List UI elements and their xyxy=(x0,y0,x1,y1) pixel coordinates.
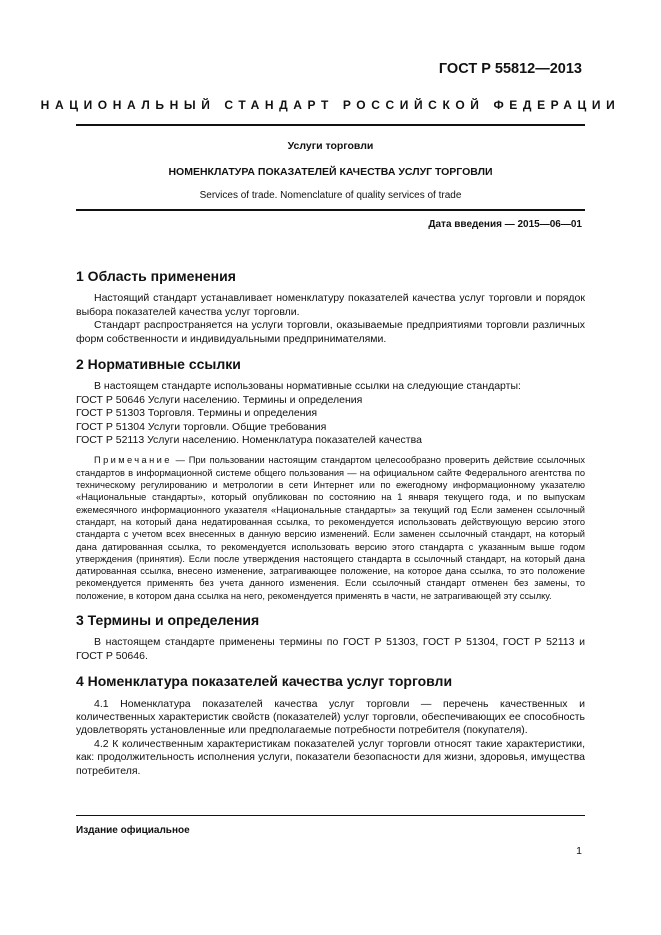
section-4-paragraph-2: 4.2 К количественным характеристикам показателей услуг торговли относят такие характеристики, как: продолжительность исполнения услуги, показатели безопасности для жизни, здоровья, имущества потребителя. xyxy=(76,737,585,777)
document-body xyxy=(76,266,585,778)
section-2-intro: В настоящем стандарте использованы нормативные ссылки на следующие стандарты: xyxy=(94,380,521,393)
normative-reference: ГОСТ Р 50646 Услуги населению. Термины и определения xyxy=(76,393,363,406)
normative-reference: ГОСТ Р 51304 Услуги торговли. Общие требования xyxy=(76,420,327,433)
section-1-paragraph-2: Стандарт распространяется на услуги торговли, оказываемые предприятиями торговли различных форм собственности и индивидуальными предпринимателями. xyxy=(76,319,585,345)
introduction-date: Дата введения — 2015—06—01 xyxy=(428,219,582,230)
section-4-paragraph-1: 4.1 Номенклатура показателей качества услуг торговли — перечень качественных и количественных характеристик свойств (показателей) услуг торговли, обеспечивающих ее способность удовлетворять установленные или предполагаемые потребности потребителя (покупателя). xyxy=(76,697,585,737)
page-number: 1 xyxy=(576,845,582,857)
document-id: ГОСТ Р 55812—2013 xyxy=(438,61,582,77)
section-1-paragraph-1: Настоящий стандарт устанавливает номенклатуру показателей качества услуг торговли и порядок выбора показателей качества услуг торговли. xyxy=(76,292,585,318)
footer-divider xyxy=(76,815,585,816)
normative-reference: ГОСТ Р 52113 Услуги населению. Номенклатура показателей качества xyxy=(76,434,422,447)
section-1-heading: 1 Область применения xyxy=(76,268,236,284)
note-text: — При пользовании настоящим стандартом целесообразно проверить действие ссылочных стандартов в информационной системе общего пользования — на официальном сайте Федерального агентства по техническому регулированию и метрологии в сети Интернет или по ежегодному информационному указателю «Национальные стандарты», который опубликован по состоянию на 1 января текущего года, и по выпускам ежемесячного информационного указателя «Национальные стандарты» за текущий год Если заменен ссылочный стандарт, на который дана недатированная ссылка, то рекомендуется использовать действующую версию этого стандарта с учетом всех внесенных в данную версию изменений. Если заменен ссылочный стандарт, на который дана датированная ссылка, то рекомендуется использовать версию этого стандарта с указанным выше годом утверждения (принятия). Если после утверждения настоящего стандарта в ссылочный стандарт, на который дана датированная ссылка, внесено изменение, затрагивающее положение, на которое дана ссылка, то это положение рекомендуется применять без учета данного изменения. Если ссылочный стандарт отменен без замены, то положение, в котором дана ссылка на него, рекомендуется применять в части, не затрагивающей эту ссылку. xyxy=(76,455,585,601)
note-label: Примечание xyxy=(94,455,172,466)
official-edition-label: Издание официальное xyxy=(76,825,190,836)
normative-reference: ГОСТ Р 51303 Торговля. Термины и определения xyxy=(76,407,318,420)
section-4-heading: 4 Номенклатура показателей качества услуг торговли xyxy=(76,673,453,690)
standard-title: НОМЕНКЛАТУРА ПОКАЗАТЕЛЕЙ КАЧЕСТВА УСЛУГ ТОРГОВЛИ xyxy=(168,166,493,178)
title-divider xyxy=(76,209,585,211)
section-3-heading: 3 Термины и определения xyxy=(76,612,260,629)
section-2-heading: 2 Нормативные ссылки xyxy=(76,356,241,373)
section-2-note xyxy=(76,454,585,602)
top-divider xyxy=(76,124,585,126)
standard-title-english: Services of trade. Nomenclature of quality services of trade xyxy=(199,190,462,201)
national-standard-banner: НАЦИОНАЛЬНЫЙ СТАНДАРТ РОССИЙСКОЙ ФЕДЕРАЦИИ xyxy=(40,98,621,112)
standard-topic: Услуги торговли xyxy=(287,140,374,152)
section-3-paragraph-1: В настоящем стандарте применены термины по ГОСТ Р 51303, ГОСТ Р 51304, ГОСТ Р 52113 и ГОСТ Р 50646. xyxy=(76,636,585,662)
